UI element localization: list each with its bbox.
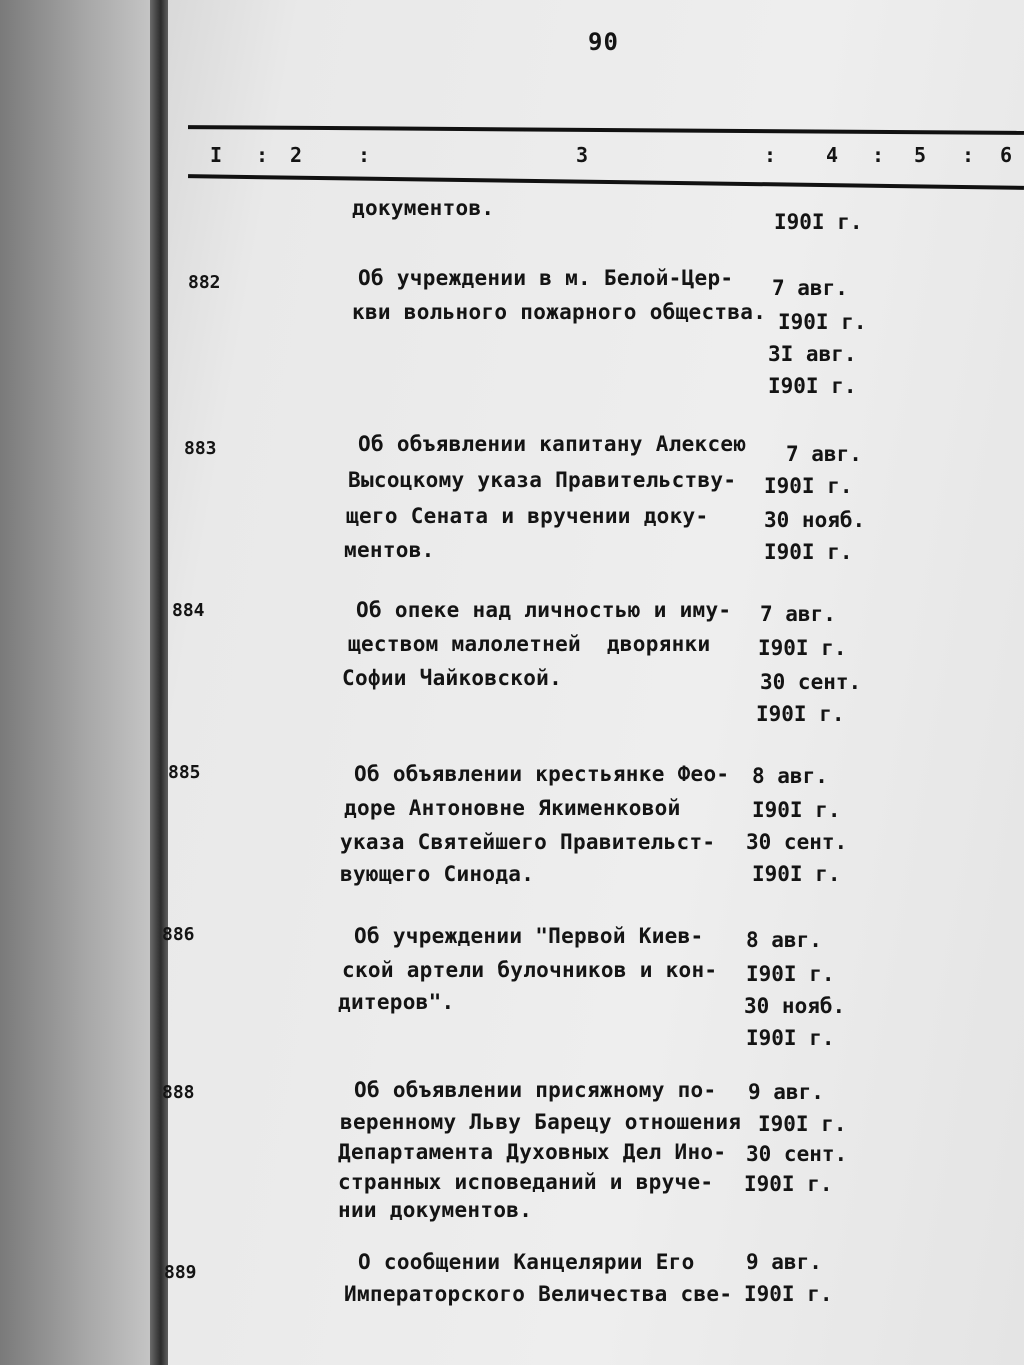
entry-date: 30 нояб. — [744, 994, 846, 1018]
entry-number: 885 — [168, 762, 201, 783]
entry-date: I90I г. — [768, 374, 857, 398]
entry-date: I90I г. — [752, 862, 841, 886]
column-header-3: 3 — [576, 143, 589, 167]
entry-date: I90I г. — [752, 798, 841, 822]
column-separator: : — [256, 143, 269, 167]
column-separator: : — [962, 143, 975, 167]
entry-title-line: вующего Синода. — [340, 862, 535, 886]
entry-date: 30 сент. — [746, 830, 848, 854]
entry-date: I90I г. — [764, 474, 853, 498]
entry-date: 30 сент. — [746, 1142, 848, 1166]
document-page — [162, 0, 1024, 1365]
entry-number: 889 — [164, 1262, 197, 1283]
entry-title-line: ской артели булочников и кон- — [342, 958, 718, 982]
column-header-2: 2 — [290, 143, 303, 167]
entry-title-line: Императорского Величества све- — [344, 1282, 733, 1306]
entry-date: I90I г. — [778, 310, 867, 334]
entry-title-line: доре Антоновне Якименковой — [344, 796, 681, 820]
entry-title-line: ществом малолетней дворянки — [348, 632, 711, 656]
entry-date: 9 авг. — [748, 1080, 824, 1104]
column-separator: : — [764, 143, 777, 167]
entry-date: 30 нояб. — [764, 508, 866, 532]
entry-title-line: веренному Льву Барецу отношения — [340, 1110, 742, 1134]
entry-date: 7 авг. — [760, 602, 836, 626]
entry-number: 882 — [188, 272, 221, 293]
entry-title-line: Об опеке над личностью и иму- — [356, 598, 732, 622]
entry-number: 886 — [162, 924, 195, 945]
entry-title-line: нии документов. — [338, 1198, 533, 1222]
entry-title-line: Департамента Духовных Дел Ино- — [338, 1140, 727, 1164]
entry-date: I90I г. — [746, 962, 835, 986]
column-header-1: I — [210, 143, 223, 167]
entry-title-line: Об учреждении "Первой Киев- — [354, 924, 704, 948]
entry-date: I90I г. — [774, 210, 863, 234]
entry-date: 9 авг. — [746, 1250, 822, 1274]
entry-title-line: документов. — [352, 196, 495, 220]
entry-number: 884 — [172, 600, 205, 621]
column-separator: : — [358, 143, 371, 167]
entry-number: 883 — [184, 438, 217, 459]
entry-date: 8 авг. — [752, 764, 828, 788]
column-header-4: 4 — [826, 143, 839, 167]
header-rule-bottom — [188, 174, 1024, 190]
column-header-6: 6 — [1000, 143, 1013, 167]
entry-date: I90I г. — [746, 1026, 835, 1050]
entry-title-line: странных исповеданий и вруче- — [338, 1170, 714, 1194]
entry-date: 30 сент. — [760, 670, 862, 694]
entry-title-line: щего Сената и вручении доку- — [346, 504, 709, 528]
entry-date: I90I г. — [758, 636, 847, 660]
entry-title-line: Об объявлении капитану Алексею — [358, 432, 747, 456]
left-page-edge — [0, 0, 160, 1365]
entry-title-line: Об учреждении в м. Белой-Цер- — [358, 266, 734, 290]
column-separator: : — [872, 143, 885, 167]
page-number: 90 — [588, 28, 619, 56]
entry-title-line: Софии Чайковской. — [342, 666, 563, 690]
entry-title-line: кви вольного пожарного общества. — [352, 300, 767, 324]
entry-date: I90I г. — [744, 1172, 833, 1196]
entry-date: I90I г. — [764, 540, 853, 564]
entry-title-line: Об объявлении присяжному по- — [354, 1078, 717, 1102]
entry-date: I90I г. — [756, 702, 845, 726]
entry-title-line: Об объявлении крестьянке Фео- — [354, 762, 730, 786]
entry-title-line: О сообщении Канцелярии Его — [358, 1250, 695, 1274]
entry-title-line: ментов. — [344, 538, 435, 562]
entry-date: 7 авг. — [772, 276, 848, 300]
entry-number: 888 — [162, 1082, 195, 1103]
entry-title-line: указа Святейшего Правительст- — [340, 830, 716, 854]
entry-date: 8 авг. — [746, 928, 822, 952]
column-header-5: 5 — [914, 143, 927, 167]
header-rule-top — [188, 125, 1024, 135]
entry-date: I90I г. — [744, 1282, 833, 1306]
entry-date: I90I г. — [758, 1112, 847, 1136]
entry-date: 7 авг. — [786, 442, 862, 466]
entry-title-line: дитеров". — [338, 990, 455, 1014]
entry-date: 3I авг. — [768, 342, 857, 366]
entry-title-line: Высоцкому указа Правительству- — [348, 468, 737, 492]
